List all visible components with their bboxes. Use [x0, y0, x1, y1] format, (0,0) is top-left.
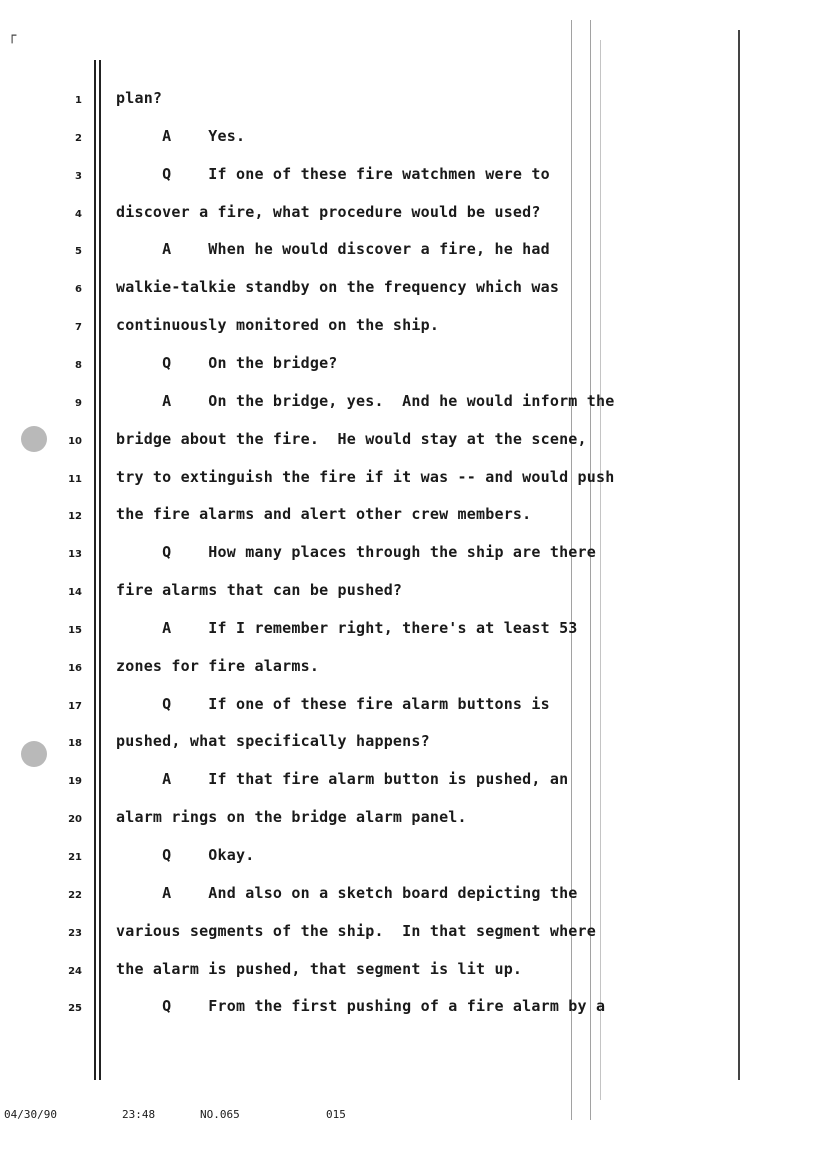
transcript-line [0, 389, 760, 419]
transcript-line [0, 86, 760, 116]
transcript-line [0, 275, 760, 305]
line-number: 2 [75, 132, 82, 144]
line-number: 4 [75, 208, 82, 220]
transcript-line [0, 994, 760, 1024]
line-text: zones for fire alarms. [116, 656, 320, 675]
line-text: A If I remember right, there's at least 53 [116, 618, 578, 637]
line-number: 8 [75, 359, 82, 371]
line-text: the alarm is pushed, that segment is lit up. [116, 959, 523, 978]
line-text: Q On the bridge? [116, 353, 338, 372]
transcript-line [0, 654, 760, 684]
line-text: fire alarms that can be pushed? [116, 581, 403, 600]
transcript-line [0, 616, 760, 646]
fax-date: 04/30/90 [4, 1108, 57, 1121]
transcript-line [0, 502, 760, 532]
transcript-line [0, 692, 760, 722]
line-text: A On the bridge, yes. And he would inform the [116, 391, 615, 410]
line-text: discover a fire, what procedure would be used? [116, 202, 541, 221]
line-text: alarm rings on the bridge alarm panel. [116, 808, 467, 827]
line-number: 21 [68, 852, 82, 863]
line-number: 10 [68, 435, 82, 447]
line-number: 12 [68, 511, 82, 523]
line-number: 11 [68, 473, 82, 485]
corner-mark-icon: ┌ [8, 28, 17, 44]
line-text: A When he would discover a fire, he had [116, 240, 550, 259]
transcript-line [0, 881, 760, 911]
line-number: 24 [68, 965, 82, 977]
transcript-line [0, 162, 760, 192]
line-number: 20 [68, 814, 82, 826]
line-text: Q If one of these fire alarm buttons is [116, 694, 550, 713]
line-number: 18 [68, 738, 82, 750]
transcript-line [0, 805, 760, 835]
line-number: 23 [68, 927, 82, 939]
line-number: 6 [75, 284, 82, 296]
line-number: 7 [75, 322, 82, 334]
transcript-line [0, 767, 760, 797]
line-text: continuously monitored on the ship. [116, 316, 440, 335]
transcript-line [0, 124, 760, 154]
line-number: 17 [68, 700, 82, 712]
transcript-line [0, 919, 760, 949]
transcript-line [0, 351, 760, 381]
transcript-line [0, 200, 760, 230]
fax-page: 015 [326, 1108, 346, 1121]
line-text: the fire alarms and alert other crew members. [116, 505, 532, 524]
line-number: 5 [75, 246, 82, 258]
line-text: bridge about the fire. He would stay at the scene, [116, 429, 587, 448]
line-text: pushed, what specifically happens? [116, 732, 430, 751]
line-text: Q How many places through the ship are there [116, 543, 596, 562]
line-text: A If that fire alarm button is pushed, an [116, 770, 569, 789]
transcript-line [0, 237, 760, 267]
transcript-line [0, 313, 760, 343]
line-number: 16 [68, 662, 82, 674]
line-number: 3 [75, 170, 82, 182]
line-text: A And also on a sketch board depicting the [116, 883, 578, 902]
line-number: 19 [68, 776, 82, 788]
fax-number: NO.065 [200, 1108, 240, 1121]
transcript-line [0, 465, 760, 495]
line-number: 25 [68, 1003, 82, 1015]
line-text: Q Okay. [116, 846, 255, 864]
fax-time: 23:48 [122, 1108, 156, 1121]
transcript-line [0, 427, 760, 457]
transcript-line [0, 578, 760, 608]
line-text: Q If one of these fire watchmen were to [116, 164, 550, 183]
transcript-line [0, 540, 760, 570]
transcript-line [0, 957, 760, 987]
line-text: plan? [116, 89, 163, 107]
line-number: 22 [68, 889, 82, 901]
line-number: 1 [75, 95, 82, 106]
line-text: try to extinguish the fire if it was -- and would push [116, 467, 615, 486]
line-text: various segments of the ship. In that segment where [116, 921, 596, 940]
line-number: 9 [75, 397, 82, 409]
transcript-line [0, 843, 760, 873]
line-number: 13 [68, 549, 82, 561]
transcript-line [0, 729, 760, 759]
line-number: 15 [68, 624, 82, 636]
line-number: 14 [68, 587, 82, 599]
line-text: Q From the first pushing of a fire alarm by a [116, 997, 606, 1016]
line-text: A Yes. [116, 126, 246, 145]
line-text: walkie-talkie standby on the frequency which was [116, 278, 560, 297]
